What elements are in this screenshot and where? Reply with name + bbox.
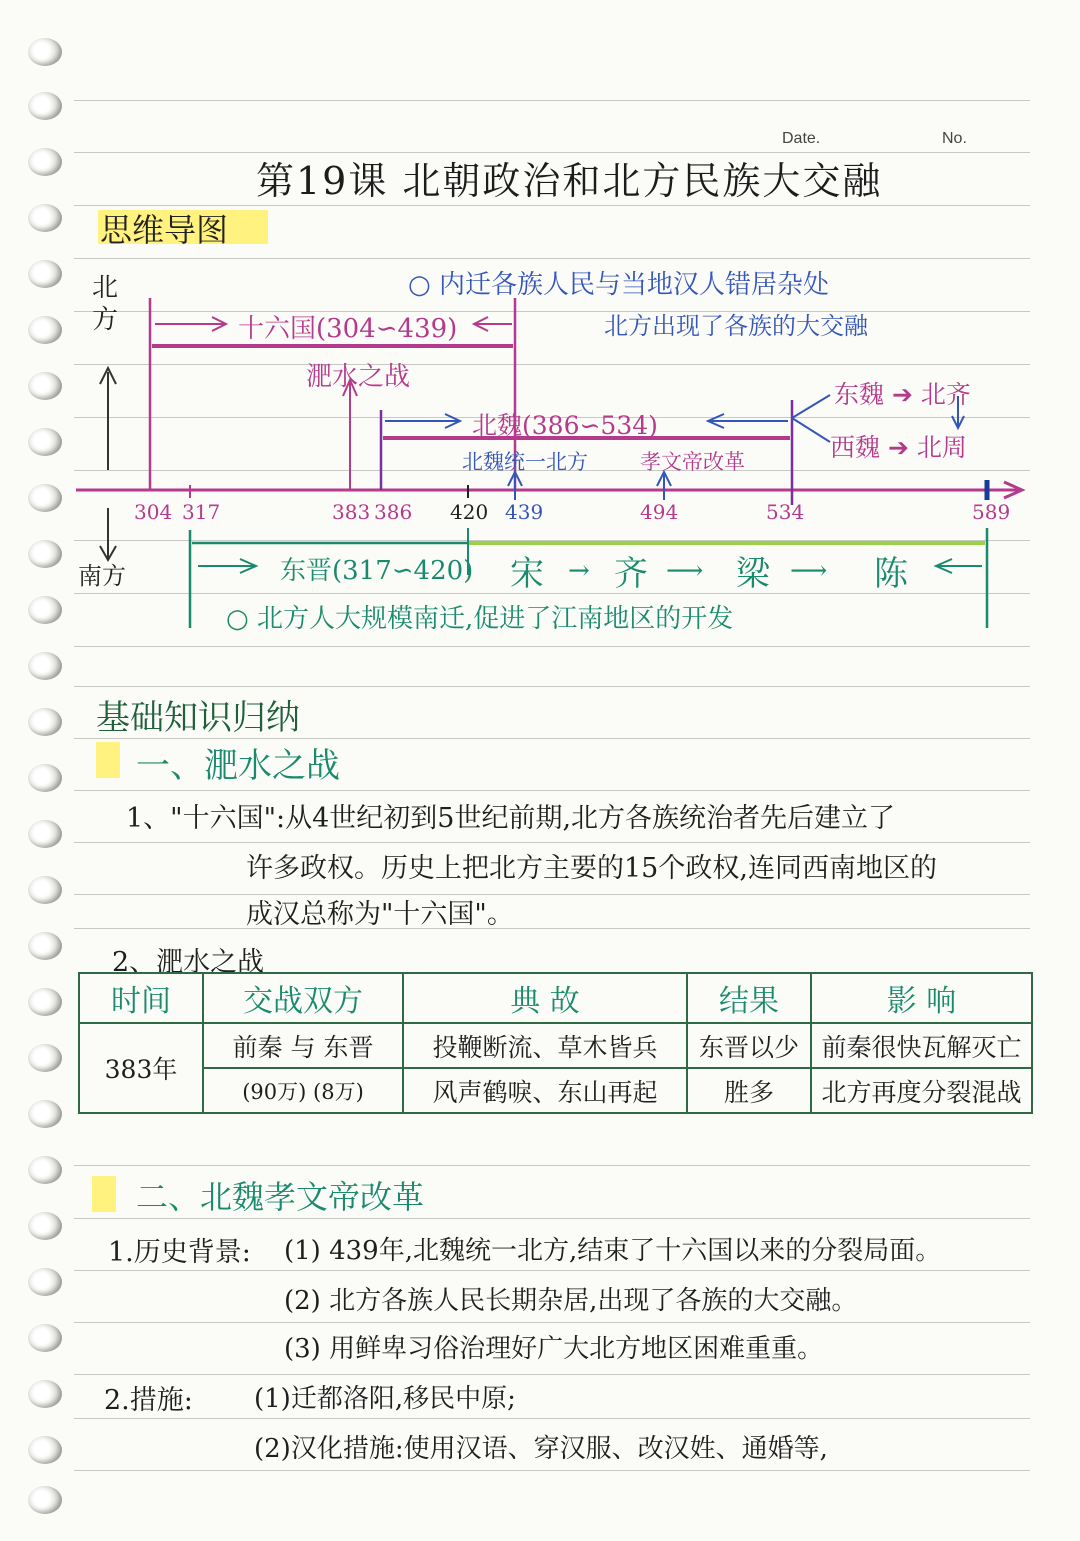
ruled-line: [74, 842, 1030, 843]
east-jin-label: 东晋(317∽420): [280, 556, 474, 586]
table-cell-allusion: 投鞭断流、草木皆兵: [403, 1023, 687, 1068]
year-label: 304: [134, 500, 173, 524]
ring-icon: [28, 1044, 62, 1072]
arrow-glyph: →: [568, 556, 590, 586]
song-label: 宋: [510, 554, 544, 594]
south-note-text: 北方人大规模南迁,促进了江南地区的开发: [256, 604, 734, 634]
ruled-line: [74, 1418, 1030, 1419]
ring-icon: [28, 1100, 62, 1128]
north-note-2: 北方出现了各族的大交融: [604, 312, 868, 340]
measure-item-2: (2)汉化措施:使用汉语、穿汉服、改汉姓、通婚等,: [254, 1434, 828, 1464]
north-zhou-text: 北周: [916, 433, 967, 462]
table-header: 时间: [79, 973, 203, 1023]
section-1-title: 一、淝水之战: [136, 746, 340, 786]
ruled-line: [74, 1322, 1030, 1323]
year-label: 534: [766, 500, 805, 524]
liang-label: 梁: [736, 554, 770, 594]
table-cell-strength: (90万) (8万): [203, 1068, 403, 1113]
ring-icon: [28, 1156, 62, 1184]
item2-title: 2、淝水之战: [112, 947, 265, 978]
background-item-2: (2) 北方各族人民长期杂居,出现了各族的大交融。: [284, 1286, 858, 1316]
ring-icon: [28, 764, 62, 792]
ring-icon: [28, 1486, 62, 1514]
item1-line1: 1、"十六国":从4世纪初到5世纪前期,北方各族统治者先后建立了: [126, 803, 896, 834]
ring-icon: [28, 1268, 62, 1296]
arrow-glyph: ⟶: [666, 556, 704, 586]
measures-label: 2.措施:: [104, 1385, 193, 1416]
ruled-line: [74, 790, 1030, 791]
measure-item-1: (1)迁都洛阳,移民中原;: [254, 1384, 516, 1414]
basics-heading: 基础知识归纳: [96, 698, 300, 738]
table-cell-parties: 前秦 与 东晋: [203, 1023, 403, 1068]
ruled-line: [74, 928, 1030, 929]
number-label: No.: [942, 130, 967, 147]
ring-icon: [28, 820, 62, 848]
table-row: [79, 1068, 1032, 1113]
wei-unify-label: 北魏统一北方: [462, 450, 588, 474]
sixteen-kingdoms-label: 十六国(304∽439): [238, 314, 458, 344]
table-row: [79, 1023, 1032, 1068]
table-header: 结果: [687, 973, 811, 1023]
north-note-1-text: 内迁各族人民与当地汉人错居杂处: [438, 270, 829, 300]
table-cell-time: 383年: [79, 1023, 203, 1113]
page-title: 第19课 北朝政治和北方民族大交融: [256, 159, 883, 203]
ring-icon: [28, 1324, 62, 1352]
feishui-label: 淝水之战: [306, 362, 411, 392]
year-label: 317: [182, 500, 221, 524]
item1-line2: 许多政权。历史上把北方主要的15个政权,连同西南地区的: [246, 853, 937, 884]
east-wei-label: 东魏 ➔ 北齐: [834, 380, 971, 409]
mindmap-heading: 思维导图: [100, 211, 229, 249]
background-label: 1.历史背景:: [108, 1237, 251, 1268]
ruled-line: [74, 894, 1030, 895]
table-header: 交战双方: [203, 973, 403, 1023]
table-cell-allusion: 风声鹤唳、东山再起: [403, 1068, 687, 1113]
ring-icon: [28, 1380, 62, 1408]
ruled-line: [74, 1270, 1030, 1271]
north-note-1: ○ 内迁各族人民与当地汉人错居杂处: [408, 270, 829, 300]
chen-label: 陈: [874, 554, 908, 594]
table-cell-result: 东晋以少: [687, 1023, 811, 1068]
table-header-row: [79, 973, 1032, 1023]
north-qi-text: 北齐: [920, 380, 971, 409]
ring-icon: [28, 708, 62, 736]
arrow-glyph: ⟶: [790, 556, 828, 586]
ruled-line: [74, 1374, 1030, 1375]
ring-icon: [28, 1436, 62, 1464]
ring-icon: [28, 932, 62, 960]
table-cell-impact: 前秦很快瓦解灭亡: [811, 1023, 1032, 1068]
ruled-line: [74, 1470, 1030, 1471]
table-header: 影 响: [811, 973, 1032, 1023]
year-label: 494: [640, 500, 679, 524]
west-wei-label: 西魏 ➔ 北周: [830, 433, 967, 462]
date-label: Date.: [782, 130, 821, 147]
ring-icon: [28, 988, 62, 1016]
feishui-table: [78, 972, 1033, 1114]
xiaowen-label: 孝文帝改革: [640, 450, 745, 474]
item1-line3: 成汉总称为"十六国"。: [246, 899, 514, 930]
qi-label: 齐: [614, 554, 648, 594]
table-cell-result: 胜多: [687, 1068, 811, 1113]
highlight-mark: [92, 1176, 116, 1212]
ruled-line: [74, 1165, 1030, 1166]
south-note: ○ 北方人大规模南迁,促进了江南地区的开发: [226, 604, 734, 634]
table-header: 典 故: [403, 973, 687, 1023]
year-label: 420: [450, 500, 489, 524]
west-wei-text: 西魏: [830, 433, 881, 462]
northern-wei-label: 北魏(386∽534): [472, 411, 658, 440]
year-label: 589: [972, 500, 1011, 524]
ring-icon: [28, 876, 62, 904]
north-label: 北方: [92, 273, 119, 335]
year-label: 386: [374, 500, 413, 524]
ruled-line: [74, 1218, 1030, 1219]
east-wei-text: 东魏: [834, 380, 885, 409]
section-2-title: 二、北魏孝文帝改革: [136, 1178, 425, 1216]
year-label: 383: [332, 500, 371, 524]
ring-icon: [28, 1212, 62, 1240]
table-cell-impact: 北方再度分裂混战: [811, 1068, 1032, 1113]
background-item-1: (1) 439年,北魏统一北方,结束了十六国以来的分裂局面。: [284, 1236, 942, 1266]
year-label: 439: [505, 500, 544, 524]
ruled-line: [74, 686, 1030, 687]
south-label: 南方: [78, 562, 126, 590]
background-item-3: (3) 用鲜卑习俗治理好广大北方地区困难重重。: [284, 1334, 824, 1364]
highlight-mark: [96, 742, 120, 778]
